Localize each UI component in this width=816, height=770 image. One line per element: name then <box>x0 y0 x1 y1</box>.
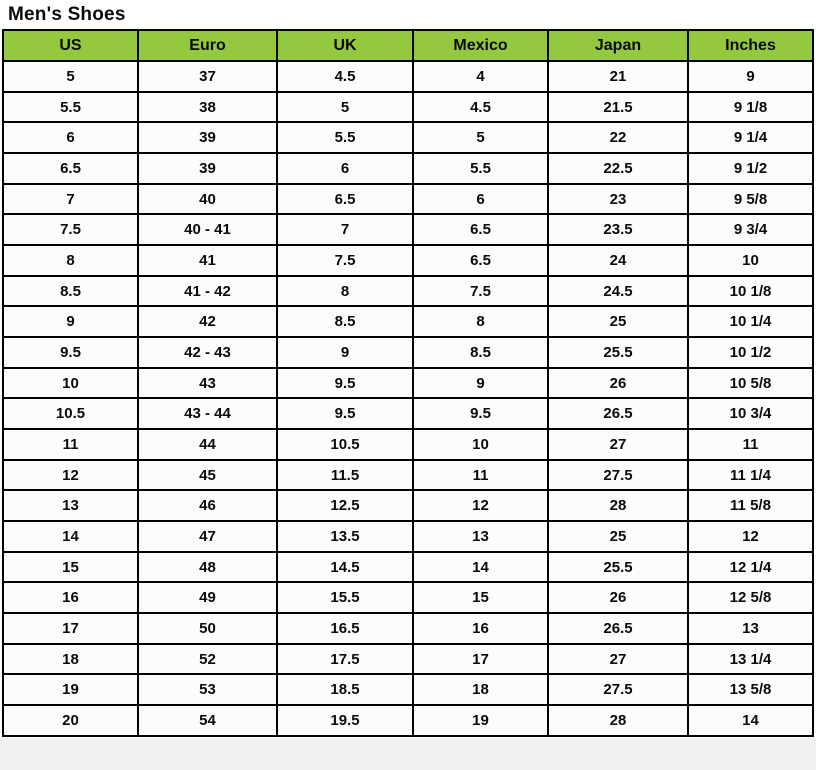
table-cell: 38 <box>138 92 277 123</box>
table-cell: 43 - 44 <box>138 398 277 429</box>
table-cell: 40 <box>138 184 277 215</box>
table-cell: 12 1/4 <box>688 552 813 583</box>
table-cell: 19.5 <box>277 705 413 736</box>
table-cell: 26 <box>548 582 688 613</box>
table-row <box>3 122 813 153</box>
table-cell: 26.5 <box>548 398 688 429</box>
table-cell: 39 <box>138 122 277 153</box>
table-cell: 10.5 <box>3 398 138 429</box>
column-header-euro: Euro <box>138 30 277 61</box>
table-cell: 12.5 <box>277 490 413 521</box>
table-cell: 9.5 <box>277 368 413 399</box>
table-cell: 5 <box>413 122 548 153</box>
table-cell: 7.5 <box>3 214 138 245</box>
table-cell: 9.5 <box>277 398 413 429</box>
table-cell: 17 <box>3 613 138 644</box>
table-cell: 22.5 <box>548 153 688 184</box>
table-cell: 17 <box>413 644 548 675</box>
table-cell: 6.5 <box>277 184 413 215</box>
table-cell: 6 <box>413 184 548 215</box>
table-cell: 45 <box>138 460 277 491</box>
table-cell: 27 <box>548 429 688 460</box>
table-cell: 4 <box>413 61 548 92</box>
table-cell: 25 <box>548 521 688 552</box>
table-cell: 14.5 <box>277 552 413 583</box>
table-cell: 14 <box>413 552 548 583</box>
table-cell: 9 <box>3 306 138 337</box>
table-cell: 10.5 <box>277 429 413 460</box>
table-cell: 27.5 <box>548 674 688 705</box>
table-row <box>3 429 813 460</box>
header-row <box>3 30 813 61</box>
table-cell: 24.5 <box>548 276 688 307</box>
table-cell: 23.5 <box>548 214 688 245</box>
table-row <box>3 184 813 215</box>
table-row <box>3 92 813 123</box>
table-cell: 25 <box>548 306 688 337</box>
table-row <box>3 613 813 644</box>
table-row <box>3 552 813 583</box>
table-row <box>3 460 813 491</box>
table-cell: 44 <box>138 429 277 460</box>
table-cell: 10 <box>413 429 548 460</box>
table-cell: 11 <box>3 429 138 460</box>
table-cell: 6.5 <box>413 245 548 276</box>
table-row <box>3 644 813 675</box>
table-cell: 18 <box>413 674 548 705</box>
table-cell: 12 <box>413 490 548 521</box>
table-cell: 7 <box>277 214 413 245</box>
page-title: Men's Shoes <box>8 4 126 25</box>
table-row <box>3 521 813 552</box>
table-cell: 6 <box>3 122 138 153</box>
table-cell: 4.5 <box>413 92 548 123</box>
table-cell: 13 <box>413 521 548 552</box>
table-cell: 9 1/2 <box>688 153 813 184</box>
table-row <box>3 153 813 184</box>
table-cell: 17.5 <box>277 644 413 675</box>
table-cell: 5.5 <box>3 92 138 123</box>
table-row <box>3 705 813 736</box>
table-cell: 42 <box>138 306 277 337</box>
table-cell: 9 5/8 <box>688 184 813 215</box>
table-row <box>3 245 813 276</box>
table-cell: 13.5 <box>277 521 413 552</box>
table-cell: 24 <box>548 245 688 276</box>
table-cell: 25.5 <box>548 552 688 583</box>
table-cell: 11.5 <box>277 460 413 491</box>
table-cell: 12 <box>3 460 138 491</box>
table-cell: 9.5 <box>3 337 138 368</box>
table-cell: 9 <box>413 368 548 399</box>
table-cell: 28 <box>548 490 688 521</box>
size-conversion-table <box>2 29 814 737</box>
table-cell: 15.5 <box>277 582 413 613</box>
table-row <box>3 490 813 521</box>
table-cell: 15 <box>413 582 548 613</box>
table-cell: 10 5/8 <box>688 368 813 399</box>
table-cell: 22 <box>548 122 688 153</box>
table-cell: 21 <box>548 61 688 92</box>
table-cell: 13 1/4 <box>688 644 813 675</box>
table-cell: 5.5 <box>413 153 548 184</box>
table-cell: 48 <box>138 552 277 583</box>
column-header-mexico: Mexico <box>413 30 548 61</box>
table-cell: 10 1/2 <box>688 337 813 368</box>
table-cell: 39 <box>138 153 277 184</box>
table-row <box>3 368 813 399</box>
table-cell: 11 1/4 <box>688 460 813 491</box>
table-cell: 49 <box>138 582 277 613</box>
column-header-japan: Japan <box>548 30 688 61</box>
table-cell: 12 <box>688 521 813 552</box>
table-cell: 18.5 <box>277 674 413 705</box>
table-row <box>3 61 813 92</box>
table-cell: 21.5 <box>548 92 688 123</box>
table-cell: 23 <box>548 184 688 215</box>
table-cell: 41 - 42 <box>138 276 277 307</box>
table-cell: 28 <box>548 705 688 736</box>
table-cell: 27 <box>548 644 688 675</box>
table-cell: 9 <box>277 337 413 368</box>
table-row <box>3 398 813 429</box>
table-cell: 47 <box>138 521 277 552</box>
table-row <box>3 276 813 307</box>
table-cell: 5.5 <box>277 122 413 153</box>
table-cell: 42 - 43 <box>138 337 277 368</box>
table-cell: 50 <box>138 613 277 644</box>
table-cell: 16 <box>3 582 138 613</box>
table-cell: 43 <box>138 368 277 399</box>
table-cell: 10 <box>688 245 813 276</box>
table-cell: 5 <box>3 61 138 92</box>
table-cell: 13 <box>3 490 138 521</box>
table-cell: 27.5 <box>548 460 688 491</box>
table-cell: 53 <box>138 674 277 705</box>
table-cell: 8.5 <box>3 276 138 307</box>
table-cell: 5 <box>277 92 413 123</box>
table-cell: 10 3/4 <box>688 398 813 429</box>
table-cell: 18 <box>3 644 138 675</box>
column-header-uk: UK <box>277 30 413 61</box>
table-cell: 14 <box>688 705 813 736</box>
table-cell: 13 <box>688 613 813 644</box>
table-cell: 7.5 <box>277 245 413 276</box>
table-cell: 8 <box>3 245 138 276</box>
table-cell: 15 <box>3 552 138 583</box>
table-cell: 10 1/4 <box>688 306 813 337</box>
table-cell: 20 <box>3 705 138 736</box>
table-cell: 19 <box>413 705 548 736</box>
table-row <box>3 582 813 613</box>
table-cell: 11 <box>688 429 813 460</box>
column-header-inches: Inches <box>688 30 813 61</box>
table-cell: 8.5 <box>413 337 548 368</box>
table-cell: 11 5/8 <box>688 490 813 521</box>
table-cell: 10 <box>3 368 138 399</box>
table-cell: 26 <box>548 368 688 399</box>
table-cell: 4.5 <box>277 61 413 92</box>
table-cell: 7.5 <box>413 276 548 307</box>
table-cell: 8.5 <box>277 306 413 337</box>
table-row <box>3 674 813 705</box>
table-row <box>3 337 813 368</box>
table-cell: 13 5/8 <box>688 674 813 705</box>
table-cell: 9 1/8 <box>688 92 813 123</box>
table-cell: 26.5 <box>548 613 688 644</box>
table-cell: 40 - 41 <box>138 214 277 245</box>
table-cell: 8 <box>277 276 413 307</box>
table-cell: 6 <box>277 153 413 184</box>
table-body <box>3 61 813 736</box>
table-row <box>3 214 813 245</box>
table-cell: 6.5 <box>413 214 548 245</box>
table-cell: 6.5 <box>3 153 138 184</box>
table-cell: 9 3/4 <box>688 214 813 245</box>
column-header-us: US <box>3 30 138 61</box>
table-cell: 12 5/8 <box>688 582 813 613</box>
table-cell: 7 <box>3 184 138 215</box>
table-cell: 9 <box>688 61 813 92</box>
table-cell: 9.5 <box>413 398 548 429</box>
table-cell: 19 <box>3 674 138 705</box>
table-cell: 16.5 <box>277 613 413 644</box>
table-cell: 54 <box>138 705 277 736</box>
table-cell: 52 <box>138 644 277 675</box>
table-cell: 46 <box>138 490 277 521</box>
table-cell: 8 <box>413 306 548 337</box>
table-cell: 41 <box>138 245 277 276</box>
table-cell: 10 1/8 <box>688 276 813 307</box>
table-cell: 11 <box>413 460 548 491</box>
table-cell: 14 <box>3 521 138 552</box>
table-cell: 16 <box>413 613 548 644</box>
table-cell: 9 1/4 <box>688 122 813 153</box>
footer-strip <box>0 738 816 770</box>
table-cell: 37 <box>138 61 277 92</box>
table-cell: 25.5 <box>548 337 688 368</box>
table-row <box>3 306 813 337</box>
